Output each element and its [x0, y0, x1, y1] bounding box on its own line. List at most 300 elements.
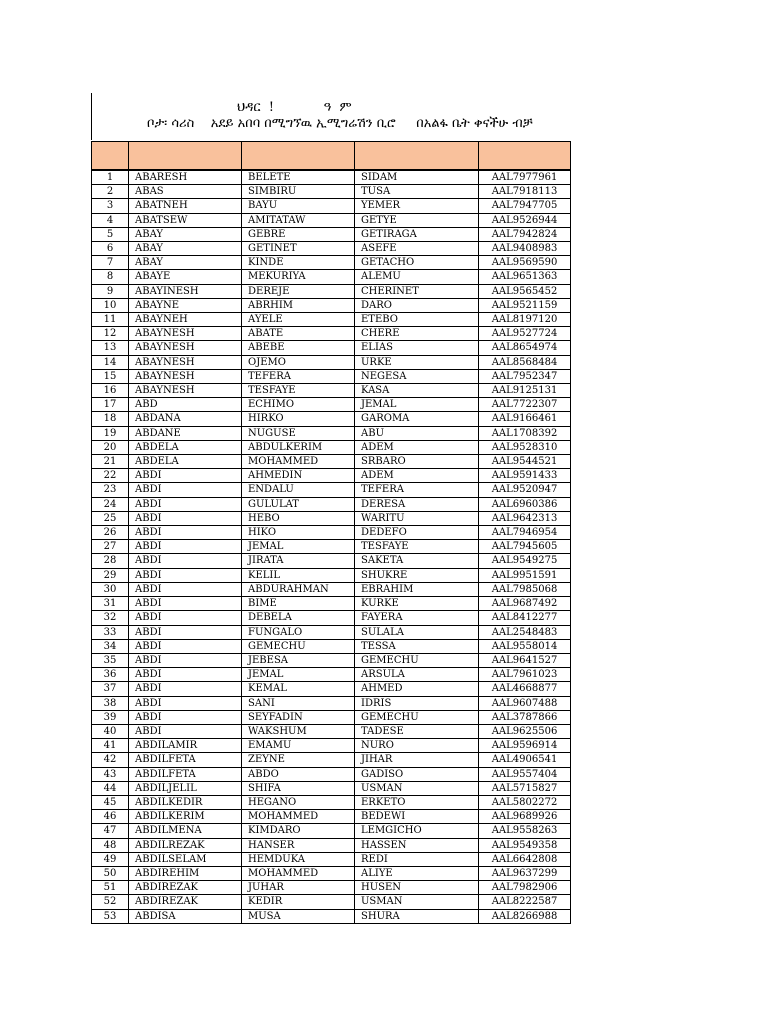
row-number: 35	[92, 653, 129, 667]
first-name-cell: ABDILFETA	[129, 753, 242, 767]
father-name-cell: DEREJE	[242, 284, 355, 298]
table-row	[92, 526, 571, 540]
grandfather-name-cell: KASA	[355, 384, 479, 398]
application-code-cell: AAL9951591	[479, 568, 571, 582]
grandfather-name-cell: SIDAM	[355, 171, 479, 185]
row-number: 51	[92, 881, 129, 895]
header-cell-application-code	[479, 142, 571, 170]
row-number: 18	[92, 412, 129, 426]
father-name-cell: EMAMU	[242, 739, 355, 753]
grandfather-name-cell: SHUKRE	[355, 568, 479, 582]
header-cell-grandfather-name	[355, 142, 479, 170]
grandfather-name-cell: HUSEN	[355, 881, 479, 895]
application-code-cell: AAL9689926	[479, 810, 571, 824]
application-code-cell: AAL9549275	[479, 554, 571, 568]
grandfather-name-cell: EBRAHIM	[355, 582, 479, 596]
application-code-cell: AAL7947705	[479, 199, 571, 213]
row-number: 3	[92, 199, 129, 213]
table-row	[92, 881, 571, 895]
table-row	[92, 455, 571, 469]
table-row	[92, 724, 571, 738]
application-code-cell: AAL6960386	[479, 497, 571, 511]
table-row	[92, 384, 571, 398]
table-row	[92, 298, 571, 312]
first-name-cell: ABDI	[129, 682, 242, 696]
table-row	[92, 668, 571, 682]
first-name-cell: ABDI	[129, 469, 242, 483]
application-code-cell: AAL7961023	[479, 668, 571, 682]
application-code-cell: AAL9591433	[479, 469, 571, 483]
first-name-cell: ABAYNESH	[129, 384, 242, 398]
first-name-cell: ABDILKEDIR	[129, 795, 242, 809]
table-row	[92, 710, 571, 724]
row-number: 4	[92, 213, 129, 227]
first-name-cell: ABDI	[129, 540, 242, 554]
first-name-cell: ABDIREHIM	[129, 866, 242, 880]
father-name-cell: HIKO	[242, 526, 355, 540]
father-name-cell: KIMDARO	[242, 824, 355, 838]
first-name-cell: ABDI	[129, 597, 242, 611]
grandfather-name-cell: USMAN	[355, 781, 479, 795]
grandfather-name-cell: DERESA	[355, 497, 479, 511]
father-name-cell: AHMEDIN	[242, 469, 355, 483]
father-name-cell: NUGUSE	[242, 426, 355, 440]
application-code-cell: AAL9642313	[479, 511, 571, 525]
application-code-cell: AAL5802272	[479, 795, 571, 809]
father-name-cell: JEBESA	[242, 653, 355, 667]
row-number: 48	[92, 838, 129, 852]
first-name-cell: ABDI	[129, 625, 242, 639]
row-number: 43	[92, 767, 129, 781]
grandfather-name-cell: DEDEFO	[355, 526, 479, 540]
grandfather-name-cell: SRBARO	[355, 455, 479, 469]
table-row	[92, 199, 571, 213]
row-number: 40	[92, 724, 129, 738]
grandfather-name-cell: GADISO	[355, 767, 479, 781]
row-number: 10	[92, 298, 129, 312]
father-name-cell: JIRATA	[242, 554, 355, 568]
row-number: 23	[92, 483, 129, 497]
row-number: 42	[92, 753, 129, 767]
first-name-cell: ABDI	[129, 668, 242, 682]
application-code-cell: AAL8266988	[479, 909, 571, 923]
table-row	[92, 554, 571, 568]
table-row	[92, 824, 571, 838]
father-name-cell: SHIFA	[242, 781, 355, 795]
grandfather-name-cell: URKE	[355, 355, 479, 369]
grandfather-name-cell: NEGESA	[355, 369, 479, 383]
application-code-cell: AAL2548483	[479, 625, 571, 639]
application-code-cell: AAL9125131	[479, 384, 571, 398]
application-code-cell: AAL9565452	[479, 284, 571, 298]
father-name-cell: ABATE	[242, 327, 355, 341]
application-code-cell: AAL8222587	[479, 895, 571, 909]
grandfather-name-cell: GEMECHU	[355, 653, 479, 667]
table-row	[92, 511, 571, 525]
grandfather-name-cell: CHERINET	[355, 284, 479, 298]
application-code-cell: AAL9521159	[479, 298, 571, 312]
first-name-cell: ABDISA	[129, 909, 242, 923]
application-code-cell: AAL9637299	[479, 866, 571, 880]
grandfather-name-cell: BEDEWI	[355, 810, 479, 824]
row-number: 31	[92, 597, 129, 611]
application-code-cell: AAL8654974	[479, 341, 571, 355]
grandfather-name-cell: SULALA	[355, 625, 479, 639]
row-number: 20	[92, 440, 129, 454]
row-number: 25	[92, 511, 129, 525]
row-number: 6	[92, 242, 129, 256]
row-number: 5	[92, 227, 129, 241]
row-number: 41	[92, 739, 129, 753]
application-code-cell: AAL9569590	[479, 256, 571, 270]
father-name-cell: ABRHIM	[242, 298, 355, 312]
application-code-cell: AAL1708392	[479, 426, 571, 440]
father-name-cell: BAYU	[242, 199, 355, 213]
grandfather-name-cell: ASEFE	[355, 242, 479, 256]
table-row	[92, 639, 571, 653]
passport-list-table	[91, 141, 571, 924]
document-location-title: ቦታ፡ ሳሪስ አደይ አበባ በሚግኘዉ ኢሚግሬሽን ቢሮ በአልፋ ቤት ቀናችሁ ብቻ	[147, 116, 533, 131]
first-name-cell: ABDI	[129, 483, 242, 497]
father-name-cell: MUSA	[242, 909, 355, 923]
header-cell-first-name	[129, 142, 242, 170]
father-name-cell: KELIL	[242, 568, 355, 582]
first-name-cell: ABDELA	[129, 455, 242, 469]
first-name-cell: ABDI	[129, 710, 242, 724]
table-row	[92, 227, 571, 241]
header-cell-number	[92, 142, 129, 170]
table-row	[92, 440, 571, 454]
application-code-cell: AAL8412277	[479, 611, 571, 625]
row-number: 27	[92, 540, 129, 554]
header-cell-father-name	[242, 142, 355, 170]
father-name-cell: SEYFADIN	[242, 710, 355, 724]
grandfather-name-cell: WARITU	[355, 511, 479, 525]
father-name-cell: ABDURAHMAN	[242, 582, 355, 596]
first-name-cell: ABDELA	[129, 440, 242, 454]
table-row	[92, 866, 571, 880]
row-number: 16	[92, 384, 129, 398]
table-row	[92, 838, 571, 852]
table-row	[92, 739, 571, 753]
father-name-cell: GEMECHU	[242, 639, 355, 653]
row-number: 30	[92, 582, 129, 596]
first-name-cell: ABAYNESH	[129, 341, 242, 355]
first-name-cell: ABDILMENA	[129, 824, 242, 838]
grandfather-name-cell: TESSA	[355, 639, 479, 653]
first-name-cell: ABDILJELIL	[129, 781, 242, 795]
father-name-cell: AMITATAW	[242, 213, 355, 227]
table-row	[92, 625, 571, 639]
row-number: 21	[92, 455, 129, 469]
first-name-cell: ABDI	[129, 582, 242, 596]
first-name-cell: ABDIREZAK	[129, 881, 242, 895]
application-code-cell: AAL9527724	[479, 327, 571, 341]
first-name-cell: ABDILREZAK	[129, 838, 242, 852]
table-row	[92, 582, 571, 596]
grandfather-name-cell: IDRIS	[355, 696, 479, 710]
row-number: 11	[92, 313, 129, 327]
application-code-cell: AAL9625506	[479, 724, 571, 738]
application-code-cell: AAL9544521	[479, 455, 571, 469]
first-name-cell: ABAYNESH	[129, 327, 242, 341]
table-row	[92, 767, 571, 781]
application-code-cell: AAL9596914	[479, 739, 571, 753]
first-name-cell: ABATSEW	[129, 213, 242, 227]
first-name-cell: ABAY	[129, 242, 242, 256]
application-code-cell: AAL7977961	[479, 171, 571, 185]
row-number: 36	[92, 668, 129, 682]
table-row	[92, 369, 571, 383]
grandfather-name-cell: ETEBO	[355, 313, 479, 327]
application-code-cell: AAL6642808	[479, 852, 571, 866]
table-row	[92, 753, 571, 767]
left-border-line	[91, 93, 92, 140]
first-name-cell: ABARESH	[129, 171, 242, 185]
table-row	[92, 795, 571, 809]
first-name-cell: ABAYNESH	[129, 369, 242, 383]
father-name-cell: HANSER	[242, 838, 355, 852]
father-name-cell: HEMDUKA	[242, 852, 355, 866]
father-name-cell: ABDO	[242, 767, 355, 781]
grandfather-name-cell: TESFAYE	[355, 540, 479, 554]
first-name-cell: ABDILFETA	[129, 767, 242, 781]
application-code-cell: AAL9651363	[479, 270, 571, 284]
father-name-cell: MEKURIYA	[242, 270, 355, 284]
grandfather-name-cell: GETYE	[355, 213, 479, 227]
grandfather-name-cell: ALIYE	[355, 866, 479, 880]
table-row	[92, 327, 571, 341]
row-number: 50	[92, 866, 129, 880]
row-number: 8	[92, 270, 129, 284]
grandfather-name-cell: ADEM	[355, 440, 479, 454]
father-name-cell: AYELE	[242, 313, 355, 327]
table-row	[92, 781, 571, 795]
application-code-cell: AAL7952347	[479, 369, 571, 383]
first-name-cell: ABDIREZAK	[129, 895, 242, 909]
father-name-cell: KEMAL	[242, 682, 355, 696]
father-name-cell: SANI	[242, 696, 355, 710]
grandfather-name-cell: ADEM	[355, 469, 479, 483]
row-number: 53	[92, 909, 129, 923]
application-code-cell: AAL3787866	[479, 710, 571, 724]
row-number: 46	[92, 810, 129, 824]
father-name-cell: SIMBIRU	[242, 185, 355, 199]
table-header-row	[92, 142, 571, 170]
grandfather-name-cell: ALEMU	[355, 270, 479, 284]
table-row	[92, 284, 571, 298]
row-number: 1	[92, 171, 129, 185]
table-row	[92, 611, 571, 625]
first-name-cell: ABAYNESH	[129, 355, 242, 369]
grandfather-name-cell: KURKE	[355, 597, 479, 611]
grandfather-name-cell: GEMECHU	[355, 710, 479, 724]
grandfather-name-cell: ABU	[355, 426, 479, 440]
row-number: 24	[92, 497, 129, 511]
grandfather-name-cell: CHERE	[355, 327, 479, 341]
first-name-cell: ABDI	[129, 639, 242, 653]
father-name-cell: FUNGALO	[242, 625, 355, 639]
row-number: 13	[92, 341, 129, 355]
grandfather-name-cell: FAYERA	[355, 611, 479, 625]
row-number: 15	[92, 369, 129, 383]
application-code-cell: AAL9408983	[479, 242, 571, 256]
father-name-cell: DEBELA	[242, 611, 355, 625]
table-row	[92, 852, 571, 866]
grandfather-name-cell: DARO	[355, 298, 479, 312]
application-code-cell: AAL8568484	[479, 355, 571, 369]
father-name-cell: TESFAYE	[242, 384, 355, 398]
document-date-title: ህዳር ! ዓ ም	[237, 100, 352, 115]
application-code-cell: AAL7945605	[479, 540, 571, 554]
first-name-cell: ABD	[129, 398, 242, 412]
row-number: 29	[92, 568, 129, 582]
table-row	[92, 540, 571, 554]
table-row	[92, 895, 571, 909]
first-name-cell: ABDI	[129, 497, 242, 511]
table-row	[92, 483, 571, 497]
grandfather-name-cell: TADESE	[355, 724, 479, 738]
application-code-cell: AAL9528310	[479, 440, 571, 454]
table-row	[92, 568, 571, 582]
table-row	[92, 653, 571, 667]
row-number: 49	[92, 852, 129, 866]
father-name-cell: HEBO	[242, 511, 355, 525]
father-name-cell: GULULAT	[242, 497, 355, 511]
first-name-cell: ABDANA	[129, 412, 242, 426]
application-code-cell: AAL7985068	[479, 582, 571, 596]
grandfather-name-cell: GETACHO	[355, 256, 479, 270]
first-name-cell: ABATNEH	[129, 199, 242, 213]
row-number: 52	[92, 895, 129, 909]
first-name-cell: ABAS	[129, 185, 242, 199]
first-name-cell: ABDI	[129, 526, 242, 540]
first-name-cell: ABDILAMIR	[129, 739, 242, 753]
grandfather-name-cell: NURO	[355, 739, 479, 753]
father-name-cell: BELETE	[242, 171, 355, 185]
first-name-cell: ABAY	[129, 227, 242, 241]
row-number: 37	[92, 682, 129, 696]
grandfather-name-cell: JEMAL	[355, 398, 479, 412]
application-code-cell: AAL9607488	[479, 696, 571, 710]
application-code-cell: AAL7918113	[479, 185, 571, 199]
row-number: 19	[92, 426, 129, 440]
first-name-cell: ABDI	[129, 554, 242, 568]
grandfather-name-cell: TEFERA	[355, 483, 479, 497]
first-name-cell: ABAYE	[129, 270, 242, 284]
table-row	[92, 185, 571, 199]
application-code-cell: AAL9520947	[479, 483, 571, 497]
table-row	[92, 213, 571, 227]
grandfather-name-cell: USMAN	[355, 895, 479, 909]
application-code-cell: AAL7942824	[479, 227, 571, 241]
first-name-cell: ABDILSELAM	[129, 852, 242, 866]
row-number: 17	[92, 398, 129, 412]
father-name-cell: JUHAR	[242, 881, 355, 895]
grandfather-name-cell: GAROMA	[355, 412, 479, 426]
row-number: 22	[92, 469, 129, 483]
application-code-cell: AAL4906541	[479, 753, 571, 767]
father-name-cell: ZEYNE	[242, 753, 355, 767]
application-code-cell: AAL9166461	[479, 412, 571, 426]
row-number: 38	[92, 696, 129, 710]
grandfather-name-cell: ELIAS	[355, 341, 479, 355]
grandfather-name-cell: TUSA	[355, 185, 479, 199]
grandfather-name-cell: ARSULA	[355, 668, 479, 682]
father-name-cell: OJEMO	[242, 355, 355, 369]
table-row	[92, 398, 571, 412]
table-row	[92, 313, 571, 327]
grandfather-name-cell: AHMED	[355, 682, 479, 696]
table-row	[92, 682, 571, 696]
table-row	[92, 355, 571, 369]
application-code-cell: AAL9558263	[479, 824, 571, 838]
father-name-cell: KINDE	[242, 256, 355, 270]
row-number: 33	[92, 625, 129, 639]
row-number: 34	[92, 639, 129, 653]
first-name-cell: ABAYINESH	[129, 284, 242, 298]
application-code-cell: AAL9558014	[479, 639, 571, 653]
row-number: 9	[92, 284, 129, 298]
application-code-cell: AAL9549358	[479, 838, 571, 852]
application-code-cell: AAL4668877	[479, 682, 571, 696]
table-row	[92, 171, 571, 185]
application-code-cell: AAL9687492	[479, 597, 571, 611]
table-row	[92, 242, 571, 256]
grandfather-name-cell: SHURA	[355, 909, 479, 923]
first-name-cell: ABAYNEH	[129, 313, 242, 327]
first-name-cell: ABDI	[129, 611, 242, 625]
table-row	[92, 412, 571, 426]
row-number: 26	[92, 526, 129, 540]
row-number: 7	[92, 256, 129, 270]
table-row	[92, 696, 571, 710]
application-code-cell: AAL7946954	[479, 526, 571, 540]
first-name-cell: ABDI	[129, 653, 242, 667]
table-row	[92, 469, 571, 483]
first-name-cell: ABDI	[129, 511, 242, 525]
first-name-cell: ABDI	[129, 696, 242, 710]
application-code-cell: AAL9526944	[479, 213, 571, 227]
row-number: 14	[92, 355, 129, 369]
father-name-cell: ENDALU	[242, 483, 355, 497]
table-row	[92, 810, 571, 824]
row-number: 32	[92, 611, 129, 625]
table-row	[92, 909, 571, 923]
father-name-cell: MOHAMMED	[242, 866, 355, 880]
table-row	[92, 497, 571, 511]
father-name-cell: ECHIMO	[242, 398, 355, 412]
grandfather-name-cell: REDI	[355, 852, 479, 866]
father-name-cell: GEBRE	[242, 227, 355, 241]
first-name-cell: ABDI	[129, 568, 242, 582]
application-code-cell: AAL7982906	[479, 881, 571, 895]
application-code-cell: AAL5715827	[479, 781, 571, 795]
father-name-cell: KEDIR	[242, 895, 355, 909]
first-name-cell: ABDILKERIM	[129, 810, 242, 824]
father-name-cell: MOHAMMED	[242, 455, 355, 469]
table-row	[92, 597, 571, 611]
father-name-cell: HIRKO	[242, 412, 355, 426]
grandfather-name-cell: JIHAR	[355, 753, 479, 767]
row-number: 39	[92, 710, 129, 724]
father-name-cell: MOHAMMED	[242, 810, 355, 824]
father-name-cell: JEMAL	[242, 540, 355, 554]
row-number: 12	[92, 327, 129, 341]
father-name-cell: ABEBE	[242, 341, 355, 355]
application-code-cell: AAL8197120	[479, 313, 571, 327]
grandfather-name-cell: LEMGICHO	[355, 824, 479, 838]
